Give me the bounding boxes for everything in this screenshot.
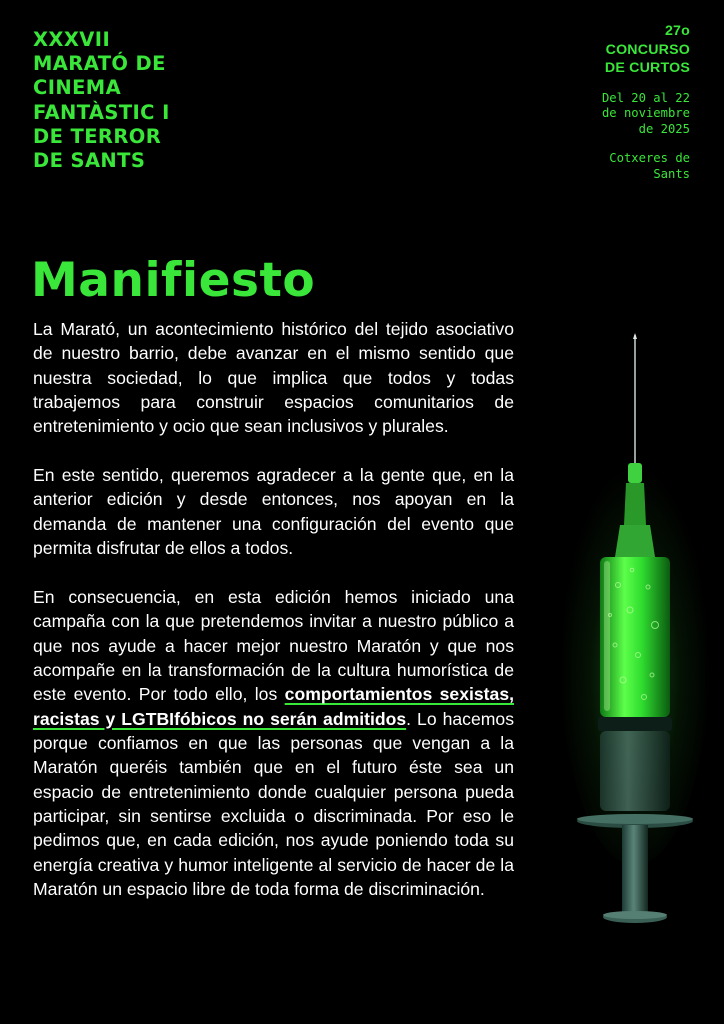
event-title-line: FANTÀSTIC I (33, 100, 170, 124)
contest-line: DE CURTOS (604, 60, 690, 76)
event-title-line: DE TERROR (33, 124, 162, 148)
syringe-icon (560, 325, 710, 965)
dates-line: de noviembre (601, 106, 690, 121)
event-title (33, 28, 273, 173)
manifesto-paragraph-3 (33, 585, 514, 901)
manifesto-body (33, 317, 514, 926)
venue-line: Cotxeres de (609, 151, 690, 166)
contest-label (490, 22, 690, 78)
dates-line: Del 20 al 22 (601, 90, 690, 105)
event-dates (490, 91, 690, 138)
manifesto-heading: Manifiesto (31, 253, 316, 308)
dates-line: de 2025 (638, 121, 690, 136)
event-venue (490, 151, 690, 182)
event-title-line: MARATÓ DE (33, 52, 166, 76)
paragraph-3-intro: En consecuencia, en esta edición hemos iniciado una campaña con la que pretendemos invitar a nuestro público a que nos ayude a hacer mejor nuestro Maratón y que nos acompañe en la transformación de la cultura humorística de este evento. Por todo ello, los (33, 586, 514, 705)
event-title-line: CINEMA (33, 76, 122, 100)
paragraph-3-rest: . Lo hacemos porque confiamos en que las personas que vengan a la Maratón queréis también que en el futuro éste sea un espacio de entretenimiento donde cualquier persona pueda participar, sin sentirse excluida o discriminada. Por eso le pedimos que, en cada edición, nos ayude poniendo toda su energía creativa y humor inteligente al servicio de hacer de la Maratón un espacio libre de toda forma de discriminación. (33, 708, 514, 899)
manifesto-paragraph-1: La Marató, un acontecimiento histórico del tejido asociativo de nuestro barrio, debe avanzar en el mismo sentido que nuestra sociedad, lo que implica que todos y todas trabajemos para construir espacios comunitarios de entretenimiento y ocio que sean inclusivos y plurales. (33, 319, 514, 437)
venue-line: Sants (653, 166, 690, 181)
contest-line: CONCURSO (605, 41, 690, 58)
event-title-line: DE SANTS (33, 149, 146, 173)
contest-line: 27o (664, 23, 690, 39)
highlighted-statement: comportamientos sexistas, racistas y LGTBIfóbicos no serán admitidos (33, 684, 514, 729)
event-title-line: XXXVII (33, 28, 111, 51)
event-info (490, 22, 690, 182)
manifesto-paragraph-2: En este sentido, queremos agradecer a la gente que, en la anterior edición y desde entonces, nos apoyan en la demanda de mantener una configuración del evento que permita disfrutar de ellos a todos. (33, 465, 514, 559)
